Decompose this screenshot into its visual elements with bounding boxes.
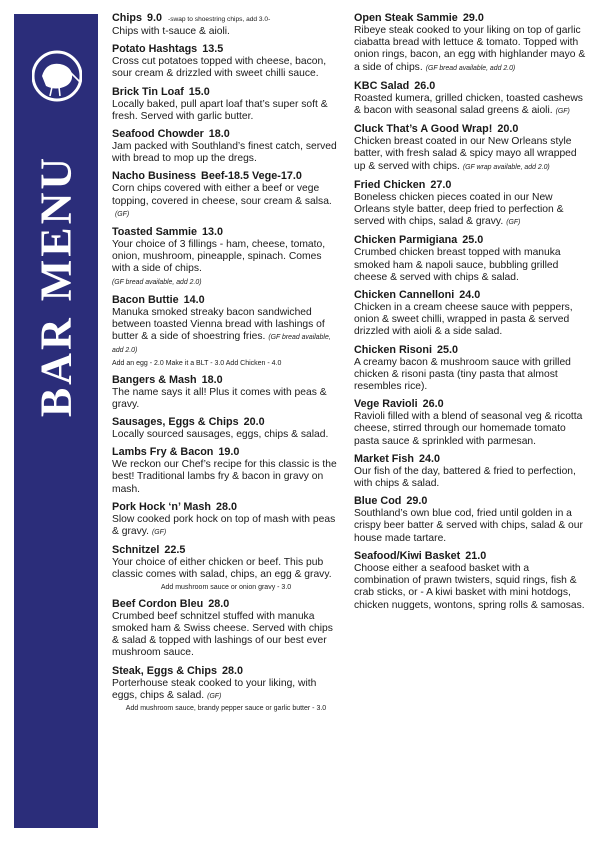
item-price: 21.0 (465, 549, 487, 562)
item-note: (GF wrap available, add 2.0) (462, 163, 550, 171)
item-name: Potato Hashtags (112, 43, 198, 56)
item-description: Roasted kumera, grilled chicken, toasted cashews & bacon with seasonal salad greens & aioli. (354, 92, 583, 117)
item-price: 18.0 (208, 128, 230, 141)
item-note: (GF) (506, 219, 521, 227)
menu-item (112, 294, 340, 369)
item-name: Cluck That’s A Good Wrap! (354, 123, 493, 136)
item-description: Southland’s own blue cod, fried until golden in a crispy beer batter & served with chips, salad & our house made tartare. (354, 508, 583, 544)
item-name: Chicken Parmigiana (354, 234, 458, 247)
item-name: Beef Cordon Bleu (112, 597, 204, 610)
item-description: Chicken in a cream cheese sauce with peppers, onion & sweet chilli, wrapped in pasta & served drizzled with aioli & a side salad. (354, 302, 573, 338)
item-price: 24.0 (419, 452, 441, 465)
item-price: 25.0 (462, 234, 484, 247)
menu-item (112, 12, 340, 38)
menu-item (112, 501, 340, 539)
item-note: (GF) (152, 529, 167, 537)
item-note: (GF bread available, add 2.0) (112, 278, 202, 286)
item-price: 15.0 (188, 85, 210, 98)
menu-item (112, 665, 340, 714)
menu-item (112, 43, 340, 80)
menu-item (112, 170, 340, 221)
sidebar-banner: BAR MENU (14, 14, 98, 828)
menu-item (112, 598, 340, 660)
menu-column-left (112, 12, 340, 719)
item-price: 13.0 (202, 226, 224, 239)
item-option: -swap to shoestring chips, add 3.0- (168, 16, 271, 23)
item-price: 20.0 (243, 416, 265, 429)
item-description: Chips with t-sauce & aioli. (112, 26, 230, 37)
menu-item (354, 398, 586, 448)
item-price: 29.0 (406, 495, 428, 508)
item-price: 24.0 (459, 289, 481, 302)
item-name: Nacho Business (112, 170, 197, 183)
item-name: Blue Cod (354, 495, 402, 508)
item-description: Boneless chicken pieces coated in our New Orleans style batter, deep fried to perfection & served with chips, salad & gravy. (354, 191, 564, 228)
item-note: (GF) (207, 692, 222, 700)
menu-item (354, 12, 586, 75)
menu-item (354, 123, 586, 174)
item-price: Beef-18.5 Vege-17.0 (201, 170, 302, 183)
item-name: Brick Tin Loaf (112, 85, 184, 98)
item-name: Sausages, Eggs & Chips (112, 416, 239, 429)
item-name: Chicken Risoni (354, 343, 432, 356)
item-price: 18.0 (201, 373, 223, 386)
menu-item (112, 446, 340, 496)
item-name: Chicken Cannelloni (354, 289, 455, 302)
menu-item (354, 80, 586, 118)
item-description: The name says it all! Plus it comes with peas & gravy. (112, 386, 327, 410)
item-name: Open Steak Sammie (354, 12, 458, 24)
item-description: Crumbed beef schnitzel stuffed with manuka smoked ham & Swiss cheese. Served with chips & salad & topped with lashings of our best ever mushroom sauce. (112, 610, 333, 659)
item-description: Crumbed chicken breast topped with manuka smoked ham & napoli sauce, bubbling grilled cheese & served with chips & salad. (354, 247, 561, 283)
item-extras: Add an egg - 2.0 Make it a BLT - 3.0 Add Chicken - 4.0 (112, 359, 282, 367)
item-price: 29.0 (462, 12, 484, 24)
item-name: Fried Chicken (354, 178, 426, 191)
menu-item (112, 416, 340, 441)
item-name: Pork Hock ‘n’ Mash (112, 500, 212, 513)
item-description: Manuka smoked streaky bacon sandwiched between toasted Vienna bread with lashings of butter & a side of shoestring fries. (112, 306, 325, 343)
kiwi-bird-icon (32, 36, 82, 120)
item-name: Lambs Fry & Bacon (112, 446, 214, 459)
item-price: 9.0 (147, 12, 163, 24)
menu-item (112, 374, 340, 411)
item-name: Schnitzel (112, 544, 160, 557)
item-extras: Add mushroom sauce or onion gravy - 3.0 (160, 583, 292, 591)
item-price: 28.0 (222, 664, 244, 677)
item-price: 13.5 (202, 43, 224, 56)
item-description: Chicken breast coated in our New Orleans style batter, with fresh salad & spicy mayo all wrapped up & served with chips. (354, 136, 577, 172)
item-name: Market Fish (354, 452, 414, 465)
item-note: (GF bread available, add 2.0) (112, 334, 331, 355)
item-description: Locally sourced sausages, eggs, chips & salad. (112, 429, 329, 441)
item-price: 26.0 (414, 79, 436, 92)
menu-item (354, 179, 586, 230)
item-note: (GF) (555, 108, 570, 116)
item-name: KBC Salad (354, 79, 410, 92)
item-name: Vege Ravioli (354, 398, 418, 411)
menu-column-right (354, 12, 586, 617)
item-description: Locally baked, pull apart loaf that’s super soft & fresh. Served with garlic butter. (112, 98, 328, 122)
item-description: Ribeye steak cooked to your liking on top of garlic ciabatta bread with lettuce & tomato. Topped with onion rings, bacon, an egg with highlander mayo & a side of chips. (354, 25, 586, 73)
item-name: Bangers & Mash (112, 373, 197, 386)
menu-item (112, 128, 340, 165)
item-price: 26.0 (422, 398, 444, 411)
menu-item (354, 289, 586, 339)
item-name: Toasted Sammie (112, 226, 198, 239)
menu-item (354, 234, 586, 284)
item-name: Seafood Chowder (112, 128, 204, 141)
item-description: Choose either a seafood basket with a combination of prawn twisters, squid rings, fish & crab sticks, or - A kiwi basket with mini hotdogs, chicken nuggets, wontons, spring rolls & samosas. (354, 562, 585, 611)
item-note: (GF) (115, 210, 130, 218)
menu-item (112, 226, 340, 289)
item-description: Slow cooked pork hock on top of mash with peas & gravy. (112, 513, 336, 538)
item-name: Seafood/Kiwi Basket (354, 549, 461, 562)
item-price: 14.0 (183, 293, 205, 306)
item-description: Your choice of either chicken or beef. This pub classic comes with salad, chips, an egg & gravy. (112, 557, 332, 581)
item-description: Cross cut potatoes topped with cheese, bacon, sour cream & drizzled with sweet chilli sauce. (112, 56, 327, 80)
item-description: Your choice of 3 fillings - ham, cheese, tomato, onion, mushroom, pineapple, spinach. Comes with a side of chips. (112, 239, 326, 275)
item-price: 27.0 (430, 178, 452, 191)
item-price: 28.0 (208, 597, 230, 610)
item-price: 19.0 (218, 446, 240, 459)
item-extras: Add mushroom sauce, brandy pepper sauce or garlic butter - 3.0 (125, 704, 327, 712)
menu-item (112, 544, 340, 592)
item-price: 20.0 (497, 123, 519, 136)
item-description: A creamy bacon & mushroom sauce with grilled chicken & risoni pasta (tiny pasta that almost resembles rice). (354, 356, 571, 393)
menu-item (354, 344, 586, 394)
item-description: Our fish of the day, battered & fried to perfection, with chips & salad. (354, 465, 576, 490)
item-price: 22.5 (164, 544, 186, 557)
menu-item (354, 550, 586, 612)
item-note: (GF bread available, add 2.0) (425, 64, 516, 72)
menu-item (354, 453, 586, 490)
item-name: Steak, Eggs & Chips (112, 664, 217, 677)
item-description: We reckon our Chef’s recipe for this classic is the best! Traditional lambs fry & bacon in gravy on mash. (112, 459, 337, 495)
item-description: Porterhouse steak cooked to your liking, with eggs, chips & salad. (112, 677, 317, 701)
item-name: Chips (112, 12, 142, 24)
item-price: 25.0 (437, 343, 459, 356)
menu-item (112, 86, 340, 123)
item-description: Jam packed with Southland’s finest catch, served with bread to mop up the dregs. (112, 141, 337, 165)
menu-item (354, 495, 586, 545)
item-description: Corn chips covered with either a beef or vege topping, covered in cheese, sour cream & salsa. (112, 183, 332, 207)
item-name: Bacon Buttie (112, 293, 179, 306)
item-description: Ravioli filled with a blend of seasonal veg & ricotta cheese, stirred through our homemade tomato pasta sauce & sprinkled with parmesan. (354, 411, 583, 447)
item-price: 28.0 (216, 500, 238, 513)
